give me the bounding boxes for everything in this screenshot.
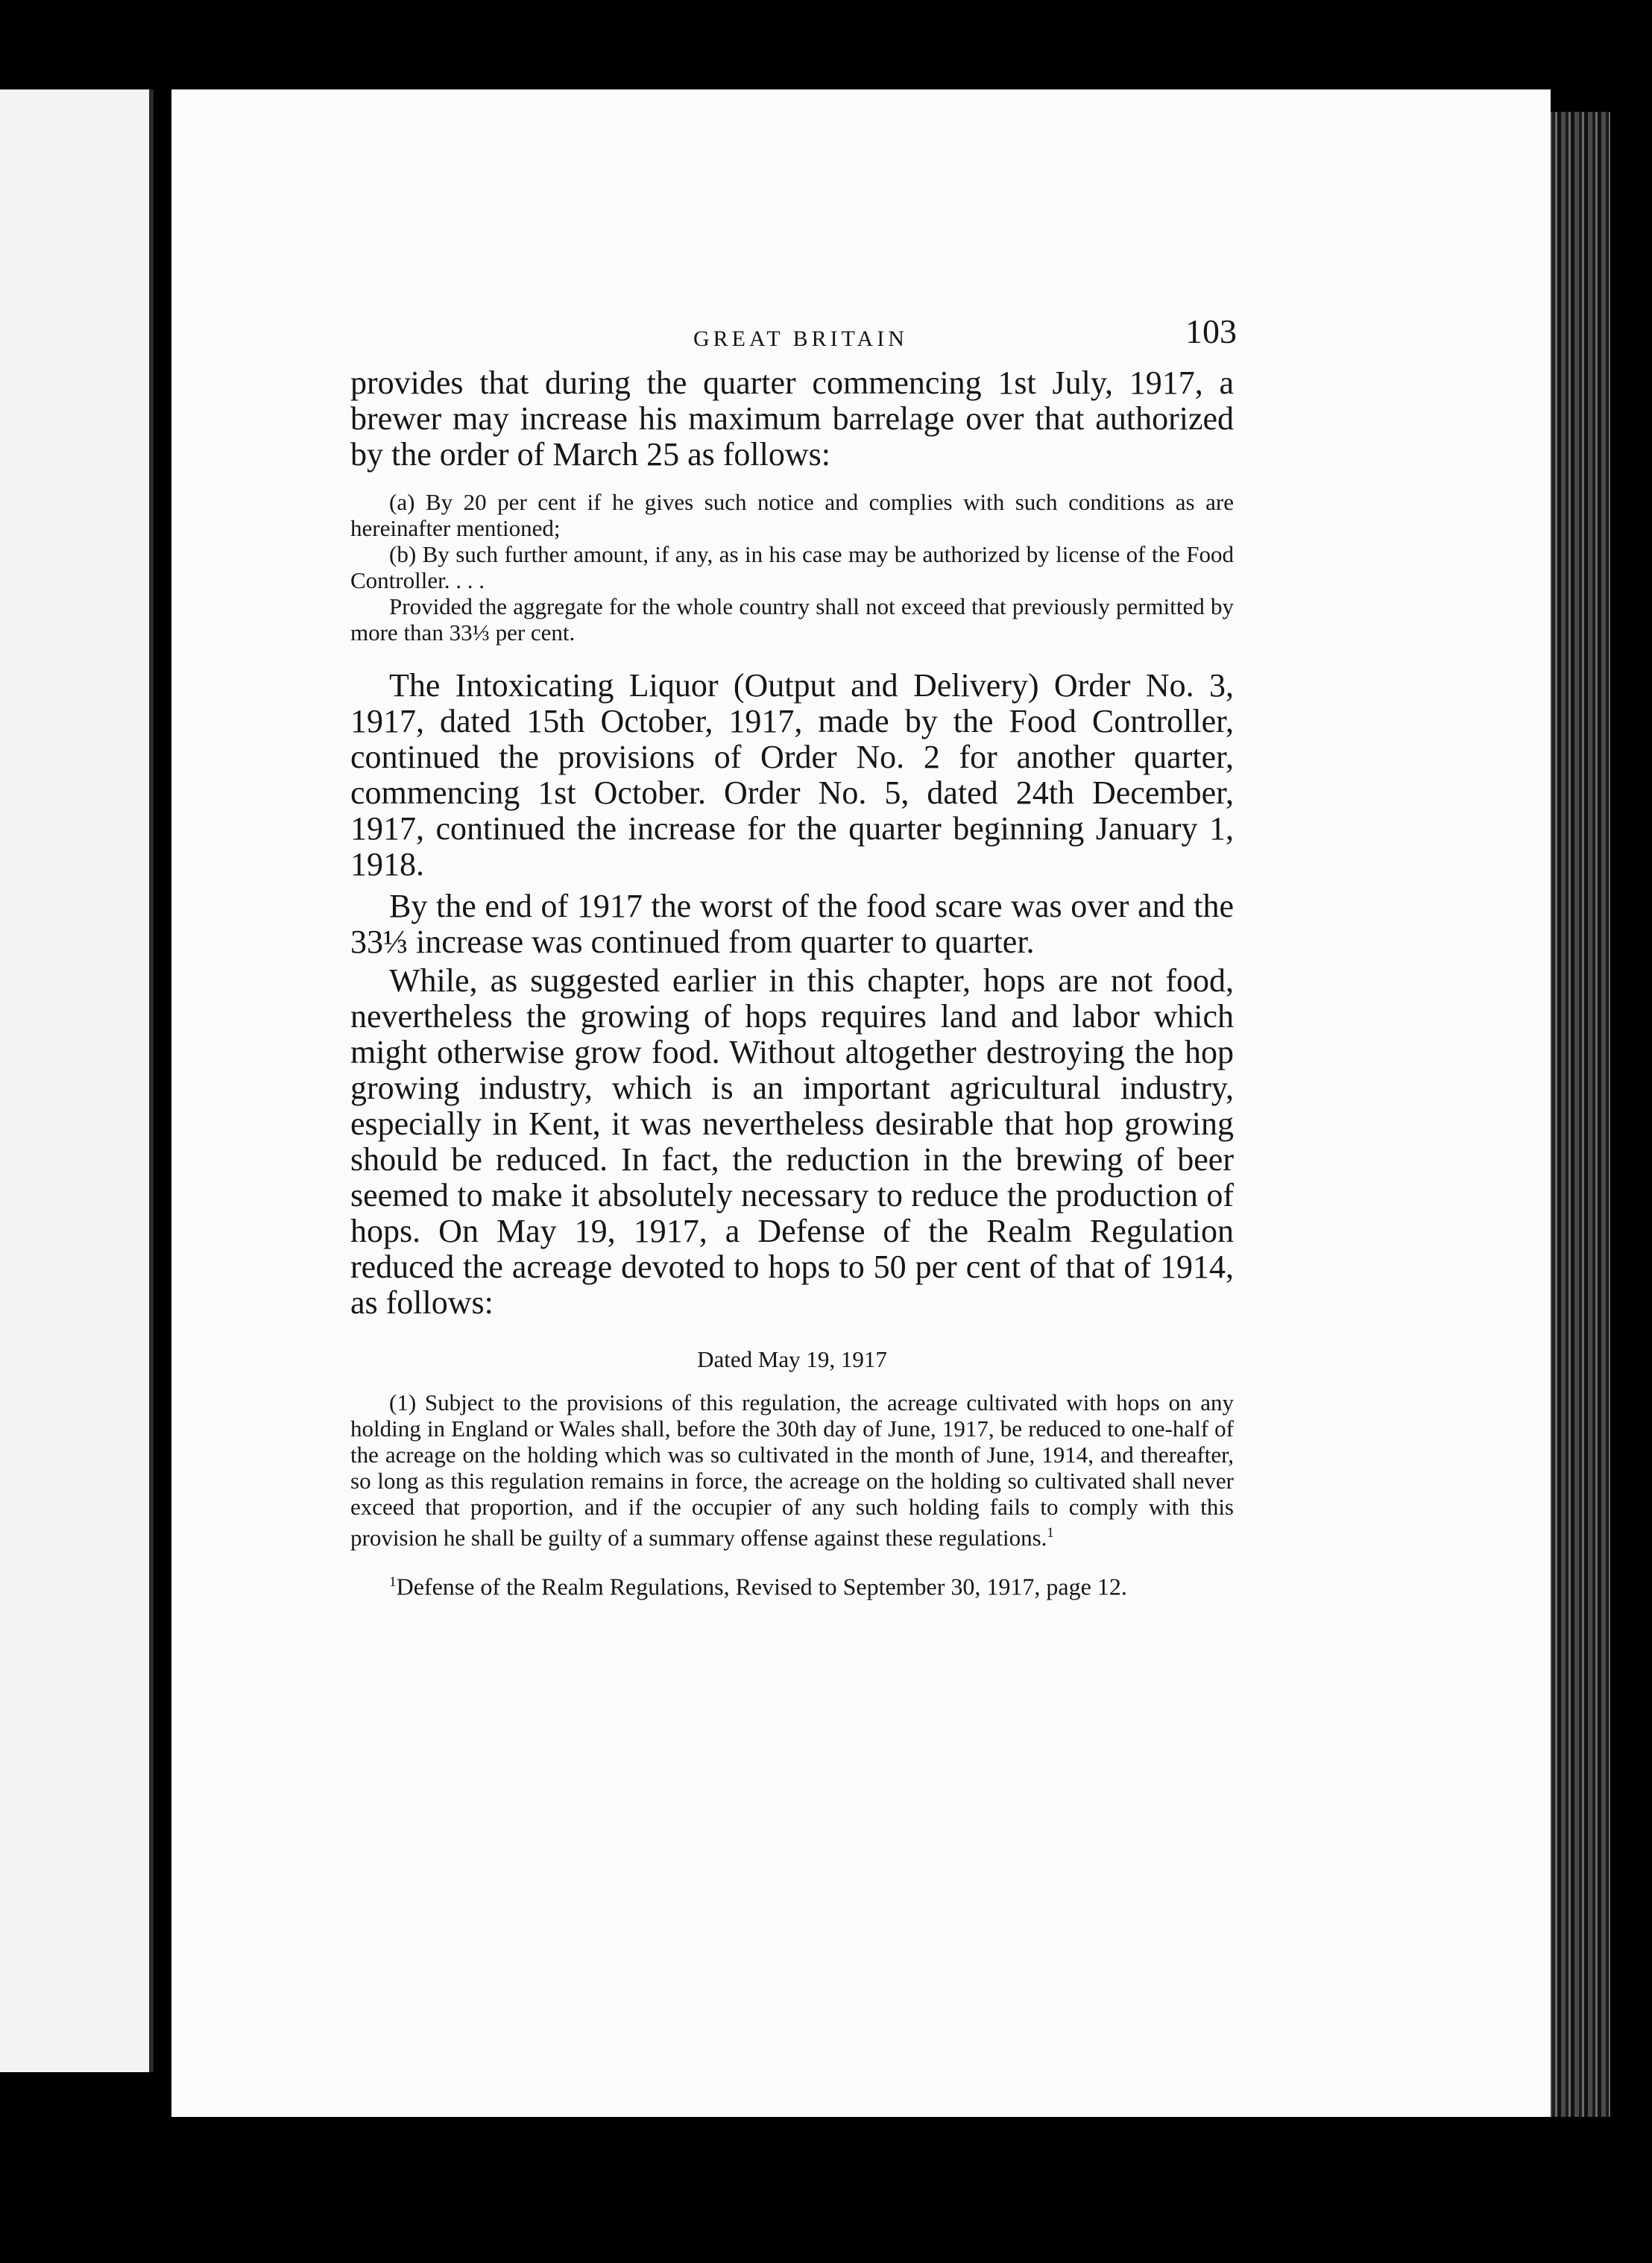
quoted-order — [350, 489, 1234, 646]
running-head: GREAT BRITAIN — [693, 326, 908, 351]
regulation-paragraph-text: (1) Subject to the provisions of this regulation, the acreage cultivated with hops on any holding in England or Wales shall, before the 30th day of June, 1917, be reduced to one-half of the acreage on the holding which was so cultivated in the month of June, 1914, and thereafter, so long as this regulation remains in force, the acreage on the holding so cultivated shall never exceed that proportion, and if the occupier of any such holding fails to comply with this provision he shall be guilty of a summary offense against these regulations. — [350, 1389, 1234, 1551]
quote-item-b: (b) By such further amount, if any, as in his case may be authorized by license of the Food Controller. . . . — [350, 541, 1234, 593]
paragraph-2: The Intoxicating Liquor (Output and Delivery) Order No. 3, 1917, dated 15th October, 1917, made by the Food Controller, continued the provisions of Order No. 2 for another quarter, commencing 1st October. Order No. 5, dated 24th December, 1917, continued the increase for the quarter beginning January 1, 1918. — [350, 667, 1234, 883]
paragraph-1: provides that during the quarter commencing 1st July, 1917, a brewer may increase his maximum barrelage over that authorized by the order of March 25 as follows: — [350, 364, 1234, 473]
page-content — [350, 365, 1234, 1600]
paragraph-4: While, as suggested earlier in this chapter, hops are not food, nevertheless the growing of hops requires land and labor which might otherwise grow food. Without altogether destroying the hop growing industry, which is an important agricultural industry, especially in Kent, it was nevertheless desirable that hop growing should be reduced. In fact, the reduction in the brewing of beer seemed to make it absolutely necessary to reduce the production of hops. On May 19, 1917, a Defense of the Realm Regulation reduced the acreage devoted to hops to 50 per cent of that of 1914, as follows: — [350, 962, 1234, 1321]
page-number: 103 — [1185, 312, 1237, 350]
footnote — [350, 1570, 1234, 1600]
previous-page-edge — [0, 89, 154, 2072]
footnote-reference: 1 — [1047, 1525, 1054, 1541]
regulation-text — [350, 1389, 1234, 1550]
regulation-date: Dated May 19, 1917 — [697, 1346, 887, 1372]
book-page — [171, 89, 1551, 2117]
paragraph-3: By the end of 1917 the worst of the food scare was over and the 33⅓ increase was continued from quarter to quarter. — [350, 888, 1234, 960]
footnote-text: Defense of the Realm Regulations, Revised to September 30, 1917, page 12. — [396, 1573, 1127, 1600]
regulation-paragraph — [350, 1389, 1234, 1550]
footnote-mark: 1 — [389, 1574, 397, 1591]
quote-proviso: Provided the aggregate for the whole country shall not exceed that previously permitted by more than 33⅓ per cent. — [350, 593, 1234, 646]
quote-item-a: (a) By 20 per cent if he gives such notice and complies with such conditions as are hereinafter mentioned; — [350, 489, 1234, 541]
